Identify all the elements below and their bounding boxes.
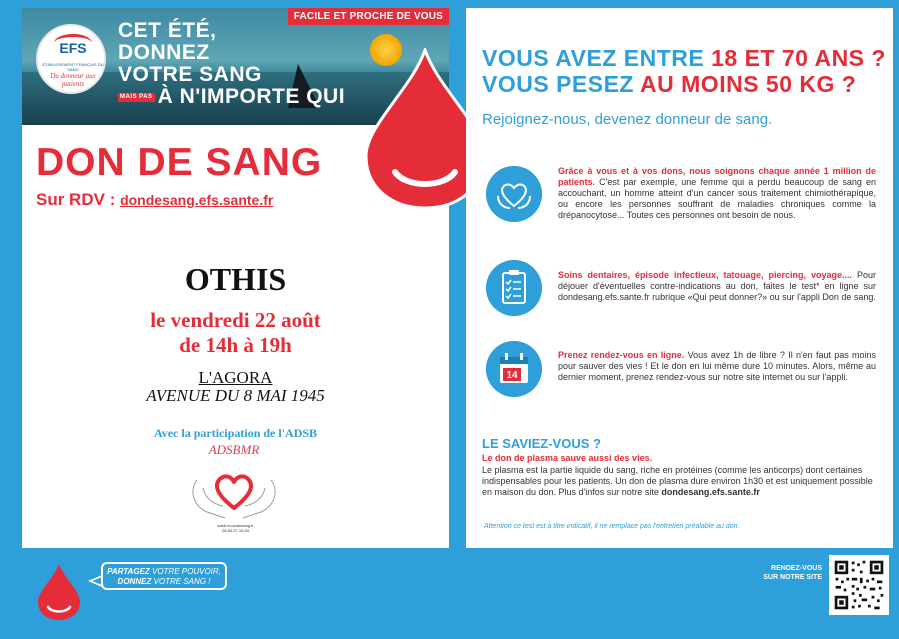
info-block-test-body: Pour déjouer d'éventuelles contre-indications au don, faites le test* en ligne sur dondesang.efs.sante.fr rubrique «Qui peut donner?» ou sur l'appli Don de sang. <box>558 270 876 302</box>
adsb-contact-phone: 06.63.27.10.53 <box>222 528 249 533</box>
info-block-appointment <box>558 350 876 383</box>
weight-question-min: AU MOINS 50 KG ? <box>640 71 857 97</box>
share-speech-rest1: VOTRE POUVOIR, <box>149 567 221 576</box>
share-speech-bubble <box>101 562 227 590</box>
event-town: OTHIS <box>184 261 287 297</box>
partner-note: Avec la participation de l'ADSB <box>153 426 318 440</box>
info-block-patients-highlight: Grâce à vous et à vos dons, nous soignons chaque année 1 million de patients. <box>558 166 876 187</box>
efs-logo-subtitle: ÉTABLISSEMENT FRANÇAIS DU SANG <box>42 62 104 72</box>
share-speech-rest2: VOTRE SANG ! <box>151 577 211 586</box>
event-venue: L'AGORA <box>198 368 273 387</box>
share-speech-bold2: DONNEZ <box>117 577 152 586</box>
info-block-appointment-highlight: Prenez rendez-vous en ligne. <box>558 350 685 360</box>
banner-headline-line3: VOTRE SANG <box>118 63 262 86</box>
qr-code[interactable] <box>829 555 889 615</box>
join-tagline: Rejoignez-nous, devenez donneur de sang. <box>482 111 773 128</box>
adsb-contact <box>22 523 449 533</box>
banner-headline-line4-text: À N'IMPORTE QUI <box>157 85 346 108</box>
checklist-icon <box>486 260 542 316</box>
info-block-test <box>558 270 876 303</box>
age-question-range: 18 ET 70 ANS ? <box>711 45 886 71</box>
did-you-know-text: Le plasma est la partie liquide du sang, riche en protéines (comme les anticorps) dont certaines indispensables pour les patients. Un don de plasma dure environ 1h30 et est uniquement possible en maison du don. Plus d'infos sur notre site <box>482 465 873 497</box>
info-panel <box>466 8 893 548</box>
calendar-icon <box>486 341 542 397</box>
info-block-patients-body: C'est par exemple, une femme qui a perdu beaucoup de sang en accouchant, un homme atteint d'un cancer sous traitement chimiothérapique, ou encore les personnes souffrant de maladies chroniques comme la drépanocytose... Toutes ces personnes ont besoin de nous. <box>558 177 876 220</box>
share-speech-line2 <box>103 577 225 587</box>
share-speech-bold1: PARTAGEZ <box>107 567 150 576</box>
poster-title: DON DE SANG <box>36 141 323 184</box>
banner-headline-line4 <box>118 86 345 108</box>
event-address: AVENUE DU 8 MAI 1945 <box>146 386 325 405</box>
eligibility-heading <box>482 45 886 97</box>
event-date-hours: de 14h à 19h <box>179 333 292 357</box>
adsb-logo <box>183 440 285 532</box>
adsb-contact-site: adsb.mouvdesang.fr <box>217 523 254 528</box>
did-you-know-title: LE SAVIEZ-VOUS ? <box>482 436 601 451</box>
rdv-line <box>36 190 273 210</box>
rdv-colon: : <box>104 190 121 209</box>
rdv-label: Sur RDV <box>36 190 105 209</box>
event-date-day: le vendredi 22 août <box>150 308 321 332</box>
banner-headline-line1: CET ÉTÉ, <box>118 19 217 42</box>
small-blood-drop-icon <box>36 563 82 621</box>
did-you-know-site-link[interactable]: dondesang.efs.sante.fr <box>661 487 760 497</box>
did-you-know-body <box>482 465 882 498</box>
test-disclaimer: Attention ce test est à titre indicatif, il ne remplace pas l'entretien préalable au don. <box>484 523 740 530</box>
rdv-site-link[interactable]: dondesang.efs.sante.fr <box>120 192 274 208</box>
site-callout <box>752 564 822 582</box>
weight-question-prefix: VOUS PESEZ <box>482 71 641 97</box>
info-block-test-highlight: Soins dentaires, épisode infectieux, tatouage, piercing, voyage.... <box>558 270 852 280</box>
calendar-icon-day: 14 <box>506 370 518 381</box>
mais-pas-tag: MAIS PAS <box>120 93 153 100</box>
efs-logo-letters: EFS <box>59 40 87 56</box>
adsb-logo-text: ADSBMR <box>208 442 260 457</box>
age-question-prefix: VOUS AVEZ ENTRE <box>482 45 712 71</box>
event-date <box>22 308 449 358</box>
banner-tag: FACILE ET PROCHE DE VOUS <box>288 8 449 25</box>
site-callout-line1: RENDEZ-VOUS <box>771 565 822 572</box>
banner-headline-line2: DONNEZ <box>118 41 210 64</box>
info-block-patients <box>558 166 876 221</box>
weight-question <box>482 71 886 97</box>
heart-hands-icon <box>486 166 542 222</box>
efs-logo-script: Du donneur aux patients <box>50 72 96 88</box>
info-block-appointment-body: Vous avez 1h de libre ? Il n'en faut pas moins pour sauver des vies ! Et le don en lui même dure 10 minutes. Alors, même au dernier moment, prenez rendez-vous sur notre site internet ou sur l'appli. <box>558 350 876 382</box>
banner-headline <box>118 20 345 108</box>
share-speech-line1 <box>103 567 225 577</box>
efs-logo <box>36 24 106 94</box>
site-callout-line2: SUR NOTRE SITE <box>763 574 822 581</box>
did-you-know-subtitle: Le don de plasma sauve aussi des vies. <box>482 453 653 463</box>
age-question <box>482 45 886 71</box>
